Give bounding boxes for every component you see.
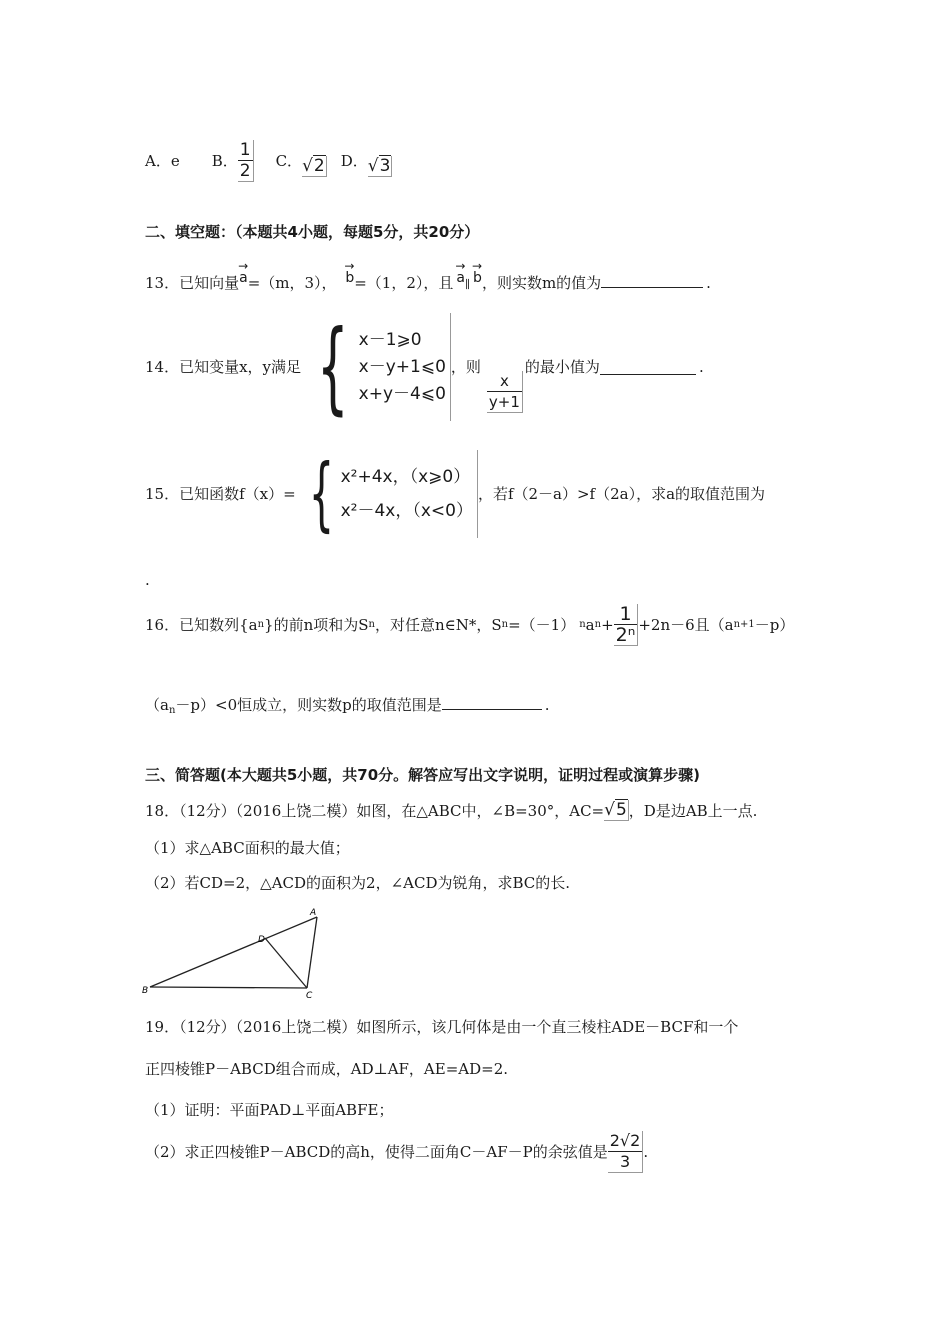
q18-stem: 18．（12分）（2016上饶二模）如图，在△ABC中，∠B=30°，AC= √5 ，D是边AB上一点. <box>145 800 758 820</box>
vector-a2: → a <box>456 268 465 288</box>
q16-fraction: $\frac{1}{\text{2ⁿ}}$ <box>614 604 639 646</box>
q13-blank <box>601 273 703 288</box>
q14-blank <box>600 360 696 375</box>
q14-constraint-system: { x－1⩾0 x－y+1⩽0 x+y－4⩽0 <box>301 313 451 421</box>
label-c: C <box>306 991 313 1001</box>
q14: 14．已知变量x，y满足 { x－1⩾0 x－y+1⩽0 x+y－4⩽0 ，则 $\frac{x}{y+1}$ 的最小值为 . <box>145 308 704 425</box>
option-d-sqrt: √3 <box>367 155 391 176</box>
constraint-2: x－y+1⩽0 <box>358 356 446 377</box>
q19-sub1: （1）证明：平面PAD⊥平面ABFE； <box>145 1101 394 1119</box>
option-d-label: D． <box>340 152 368 170</box>
constraint-3: x+y－4⩽0 <box>358 383 446 404</box>
piece-1: x²+4x，（x⩾0） <box>340 467 471 487</box>
option-c-sqrt: √2 <box>302 155 325 176</box>
section2-heading: 二、填空题：（本题共4小题，每题5分，共20分） <box>145 223 480 241</box>
section3-heading: 三、简答题(本大题共5小题，共70分。解答应写出文字说明，证明过程或演算步骤) <box>145 766 701 784</box>
label-b: B <box>142 986 149 996</box>
option-b-label: B． <box>211 152 238 170</box>
q18-sub2: （2）若CD=2，△ACD的面积为2，∠ACD为锐角，求BC的长. <box>145 874 571 892</box>
q15-blank-dot: . <box>145 571 150 589</box>
segment-ba <box>150 917 317 987</box>
q13: 13．已知向量→ a=（m，3）， → b=（1，2），且→ a∥→ b，则实数m的值为 . <box>145 268 711 295</box>
segment-ac <box>307 917 317 988</box>
option-c-label: C． <box>275 152 303 170</box>
option-b-fraction: $\frac{1}{2}$ <box>238 140 254 182</box>
label-d: D <box>258 935 265 945</box>
constraint-1: x－1⩾0 <box>358 329 422 350</box>
q12-options <box>145 140 392 182</box>
vector-b2: → b <box>473 268 482 288</box>
q16-blank <box>442 695 542 710</box>
q16-line2: $(a_n-p)<0$恒成立，则实数p的取值范围是 . <box>145 696 550 716</box>
segment-bc <box>150 987 307 988</box>
piece-2: x²－4x，（x<0） <box>340 501 473 521</box>
option-a: A．e <box>145 152 180 170</box>
q19-fraction: $\frac{2√2}{3}$ <box>608 1131 644 1173</box>
q14-fraction: $\frac{x}{y+1}$ <box>487 371 523 413</box>
q18-triangle-figure <box>142 905 332 1005</box>
q19-sub2: （2）求正四棱锥P－ABCD的高h，使得二面角C－AF－P的余弦值是 $\frac{2√2}{3}$ . <box>145 1131 649 1171</box>
q15: 15．已知函数f（x）= { x²+4x，（x⩾0） x²－4x，（x<0） ，若f（2－a）>f（2a），求a的取值范围为 <box>145 447 766 540</box>
q16-line1: 16．已知数列{a n }的前n项和为S n ，对任意n∈N*，S n =（－1） n a n + $\frac{1}{\text{2ⁿ}}$ +2n－6且（a n+1 －p） <box>145 603 795 646</box>
q18-sqrt: √5 <box>604 800 627 820</box>
q15-piecewise-function: { x²+4x，（x⩾0） x²－4x，（x<0） <box>296 450 478 538</box>
segment-dc <box>265 938 307 988</box>
q18-sub1: （1）求△ABC面积的最大值； <box>145 839 350 857</box>
q19-stem-line1: 19．（12分）（2016上饶二模）如图所示，该几何体是由一个直三棱柱ADE－BCF和一个 <box>145 1018 739 1036</box>
label-a: A <box>310 908 317 918</box>
vector-b: → b <box>345 268 354 288</box>
q19-stem-line2: 正四棱锥P－ABCD组合而成，AD⊥AF，AE=AD=2. <box>145 1060 509 1078</box>
vector-a: → a <box>239 268 248 288</box>
